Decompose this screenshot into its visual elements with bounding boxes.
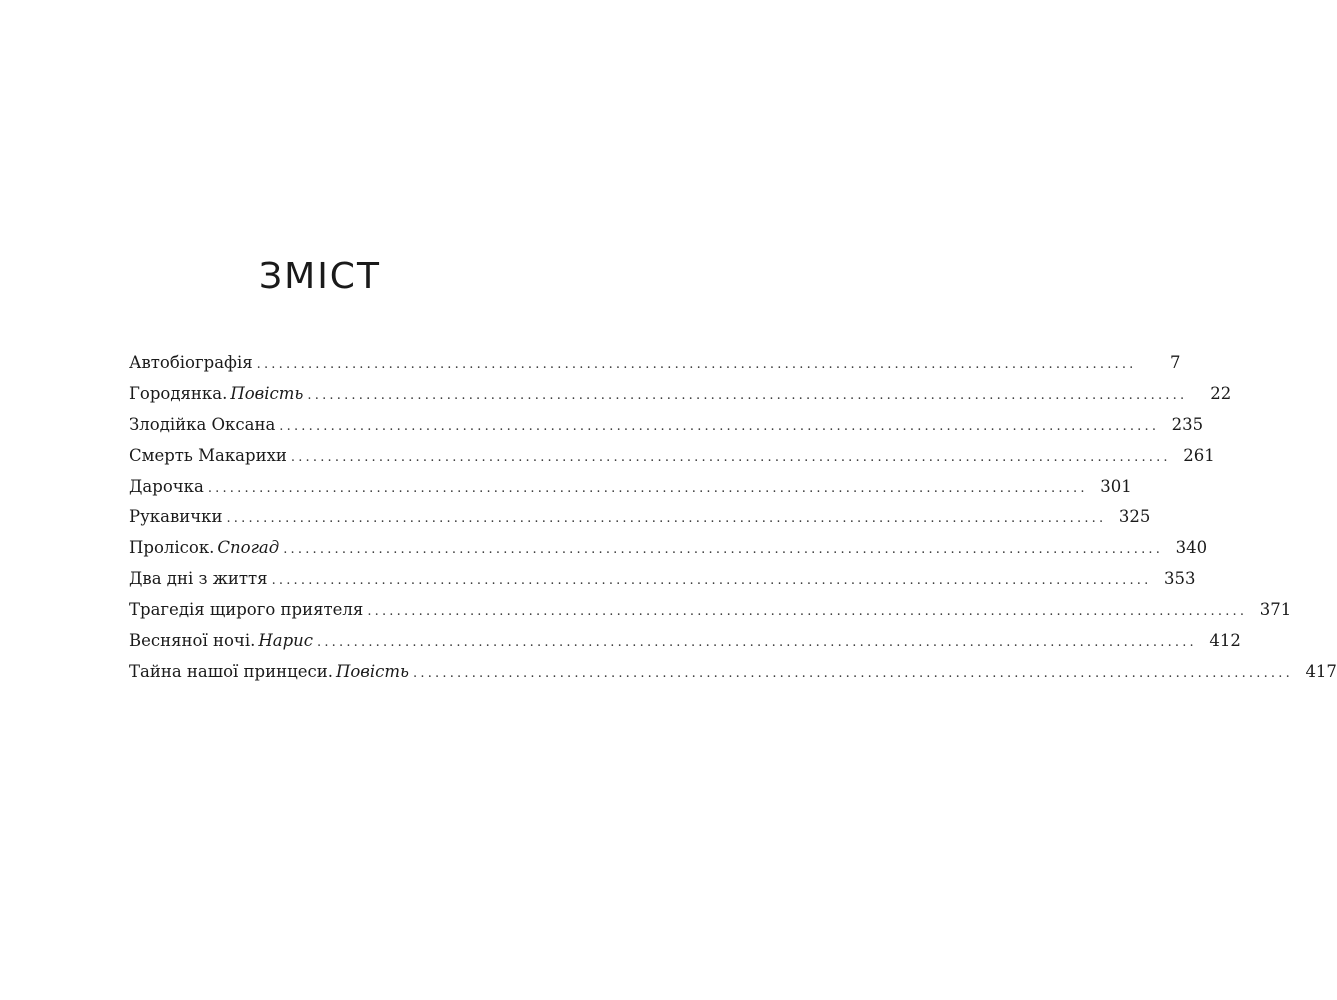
toc-entry-page-number: 7: [1170, 353, 1181, 372]
dot-leader: ........................................................................................................................: [256, 357, 1137, 372]
toc-entry-title: Трагедія щирого приятеля: [129, 600, 364, 620]
toc-entry-page-number: 340: [1175, 538, 1208, 558]
toc-entry-genre: Повість: [335, 661, 410, 681]
dot-leader: ........................................................................................................................: [279, 418, 1160, 434]
dot-leader: ........................................................................................................................: [317, 635, 1197, 651]
toc-entry-page-number: 371: [1259, 600, 1292, 620]
toc-entry: [129, 378, 1232, 409]
toc-entry: [129, 563, 1196, 594]
dot-leader: ........................................................................................................................: [207, 480, 1088, 496]
toc-entry-page-number: 22: [1210, 383, 1232, 403]
toc-entry-title: Два дні з життя: [129, 569, 268, 589]
toc-entry: [129, 532, 1208, 563]
toc-entry-genre: Спогад: [217, 538, 280, 558]
toc-entry-genre: Повість: [230, 383, 304, 403]
toc-entry: [129, 656, 1337, 687]
table-of-contents: [129, 347, 1337, 687]
dot-leader: ........................................................................................................................: [307, 387, 1188, 403]
toc-entry-page-number: 261: [1183, 445, 1215, 465]
toc-entry-title: Автобіографія: [129, 353, 253, 372]
toc-entry-page-number: 325: [1118, 507, 1151, 527]
toc-entry-page-number: 235: [1171, 414, 1204, 434]
toc-entry-page-number: 301: [1100, 476, 1132, 496]
toc-entry-page-number: 412: [1209, 631, 1241, 651]
dot-leader: ........................................................................................................................: [271, 573, 1152, 589]
toc-entry-title: Весняної ночі.: [129, 631, 256, 651]
page-title: ЗМІСТ: [259, 256, 381, 297]
toc-entry-page-number: 353: [1163, 569, 1196, 589]
toc-entry-genre: Нарис: [258, 631, 314, 651]
toc-entry-title: Тайна нашої принцеси.: [129, 661, 333, 681]
toc-entry: [129, 440, 1215, 471]
dot-leader: ........................................................................................................................: [283, 542, 1164, 558]
toc-entry-title: Злодійка Оксана: [129, 414, 276, 434]
dot-leader: ........................................................................................................................: [367, 604, 1248, 620]
toc-entry: [129, 625, 1241, 656]
dot-leader: ........................................................................................................................: [290, 449, 1171, 465]
toc-entry-title: Рукавички: [129, 507, 223, 527]
toc-entry: [129, 347, 1181, 378]
toc-entry-page-number: 417: [1305, 661, 1337, 681]
dot-leader: ........................................................................................................................: [226, 511, 1107, 527]
dot-leader: ........................................................................................................................: [413, 665, 1293, 681]
toc-entry: [129, 471, 1132, 502]
toc-entry: [129, 501, 1151, 532]
toc-entry-title: Пролісок.: [129, 538, 215, 558]
toc-entry-title: Дарочка: [129, 476, 204, 496]
toc-entry: [129, 594, 1292, 625]
toc-entry: [129, 409, 1204, 440]
toc-entry-title: Городянка.: [129, 383, 228, 403]
toc-entry-title: Смерть Макарихи: [129, 445, 287, 465]
